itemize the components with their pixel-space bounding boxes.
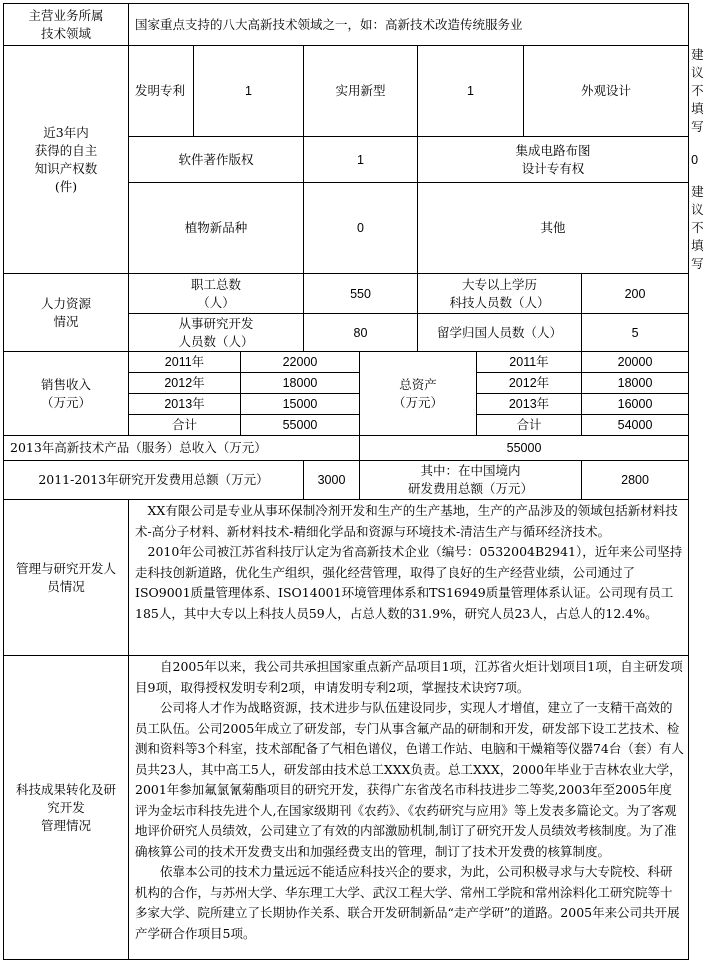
management-paragraph: XX有限公司是专业从事环保制冷剂开发和生产的生产基地，生产的产品涉及的领域包括新材料技术-高分子材料、新材料技术-精细化学品和资源与环境技术-清洁生产与循环经济技术。 (135, 503, 678, 539)
sales-value: 15000 (241, 394, 360, 415)
rd-expense-value: 3000 (304, 461, 360, 500)
plant-variety-label: 植物新品种 (129, 183, 304, 274)
assets-value: 20000 (582, 352, 689, 373)
sales-year: 2012年 (129, 373, 241, 394)
rd-expense-row (4, 461, 689, 500)
sales-year: 2013年 (129, 394, 241, 415)
ip-row-2: 软件著作版权 1 集成电路布图 设计专有权 0 (4, 137, 689, 183)
achievements-label: 科技成果转化及研 究开发 管理情况 (4, 656, 129, 960)
sales-label: 销售收入 （万元） (4, 352, 129, 436)
assets-value: 16000 (582, 394, 689, 415)
invention-patent-label: 发明专利 (129, 46, 194, 137)
sales-year: 2011年 (129, 352, 241, 373)
ip-row-1: 近3年内 获得的自主 知识产权数 (件) 发明专利 1 实用新型 1 外观设计 建议不填写 (4, 46, 689, 137)
sales-value: 22000 (241, 352, 360, 373)
design-label: 外观设计 (524, 46, 689, 137)
college-staff-value: 200 (582, 274, 689, 314)
plant-variety-value: 0 (304, 183, 418, 274)
management-row (4, 500, 689, 656)
rd-domestic-label: 其中：在中国境内 研发费用总额（万元） (360, 461, 582, 500)
software-copyright-label: 软件著作版权 (129, 137, 304, 183)
achievements-paragraph: 自2005年以来，我公司共承担国家重点新产品项目1项，江苏省火炬计划项目1项，自主研发项目9项，取得授权发明专利2项，申请发明专利2项，掌握技术诀窍7项。 (135, 659, 683, 695)
tech-field-row (4, 4, 689, 46)
ip-label: 近3年内 获得的自主 知识产权数 (件) (4, 46, 129, 274)
finance-row-1 (4, 352, 689, 373)
returnees-label: 留学归国人员数（人） (418, 314, 582, 352)
software-copyright-value: 1 (304, 137, 418, 183)
sales-total-value: 55000 (241, 415, 360, 436)
hightech-income-label: 2013年高新技术产品（服务）总收入（万元） (4, 436, 360, 461)
management-content (129, 500, 689, 656)
hr-label: 人力资源 情况 (4, 274, 129, 352)
utility-model-value: 1 (418, 46, 524, 137)
ic-layout-label: 集成电路布图 设计专有权 (418, 137, 689, 183)
assets-year: 2011年 (477, 352, 582, 373)
tech-field-value: 国家重点支持的八大高新技术领域之一，如：高新技术改造传统服务业 (129, 4, 689, 46)
college-staff-label: 大专以上学历 科技人员数（人） (418, 274, 582, 314)
assets-label: 总资产 （万元） (360, 352, 477, 436)
invention-patent-value: 1 (194, 46, 304, 137)
other-label: 其他 (418, 183, 689, 274)
achievements-content (129, 656, 689, 960)
hightech-income-value: 55000 (360, 436, 689, 461)
assets-year: 2012年 (477, 373, 582, 394)
utility-model-label: 实用新型 (304, 46, 418, 137)
assets-total-value: 54000 (582, 415, 689, 436)
total-staff-value: 550 (304, 274, 418, 314)
management-label: 管理与研究开发人 员情况 (4, 500, 129, 656)
sales-total-label: 合计 (129, 415, 241, 436)
hightech-income-row (4, 436, 689, 461)
assets-year: 2013年 (477, 394, 582, 415)
sales-value: 18000 (241, 373, 360, 394)
management-paragraph: 2010年公司被江苏省科技厅认定为省高新技术企业（编号：0532004B2941），近年来公司坚持走科技创新道路，优化生产组织，强化经营管理，取得了良好的生产经营业绩，公司通过了ISO9001质量管理体系、ISO14001环境管理体系和TS16949质量管理体系认证。公司现有员工185人，其中大专以上科技人员59人，占总人数的31.9%，研究人员23人，占总人的12.4%。 (135, 544, 683, 621)
achievements-row (4, 656, 689, 960)
tech-field-label: 主营业务所属 技术领域 (4, 4, 129, 46)
assets-value: 18000 (582, 373, 689, 394)
assets-total-label: 合计 (477, 415, 582, 436)
rd-domestic-value: 2800 (582, 461, 689, 500)
rd-staff-label: 从事研究开发 人员数（人） (129, 314, 304, 352)
total-staff-label: 职工总数 （人） (129, 274, 304, 314)
returnees-value: 5 (582, 314, 689, 352)
rd-staff-value: 80 (304, 314, 418, 352)
ip-row-3: 植物新品种 0 其他 建议不填写 (4, 183, 689, 274)
enterprise-info-table (3, 3, 704, 960)
hr-row-1 (4, 274, 689, 314)
rd-expense-label: 2011-2013年研究开发费用总额（万元） (4, 461, 304, 500)
achievements-paragraph: 公司将人才作为战略资源，技术进步与队伍建设同步，实现人才增值，建立了一支精干高效的员工队伍。公司2005年成立了研发部，专门从事含氟产品的研制和开发，研发部下设工艺技术、检测和资料等3个科室，技术部配备了气相色谱仪，色谱工作站、电脑和干燥箱等仪器74台（套）有人员共23人，其中高工5人，研发部由技术总工XXX负责。总工XXX，2000年毕业于吉林农业大学，2001年参加氟氯氰菊酯项目的研究开发，获得广东省茂名市科技进步二等奖,2003年至2005年度评为金坛市科技先进个人,在国家级期刊《农药》、《农药研究与应用》等上发表多篇论文。为了客观地评价研究人员绩效，公司建立了有效的内部激励机制,制订了研究开发人员绩效考核制度。为了准确核算公司的技术开发费支出和加强经费支出的管理，制订了技术开发费的核算制度。 (135, 700, 684, 859)
achievements-paragraph: 依靠本公司的技术力量远远不能适应科技兴企的要求，为此，公司积极寻求与大专院校、科研机构的合作，与苏州大学、华东理工大学、武汉工程大学、常州工学院和常州涂料化工研究院等十多家大学、院所建立了长期协作关系、联合开发研制新品“走产学研”的道路。2005年来公司共开展产学研合作项目5项。 (135, 864, 680, 941)
